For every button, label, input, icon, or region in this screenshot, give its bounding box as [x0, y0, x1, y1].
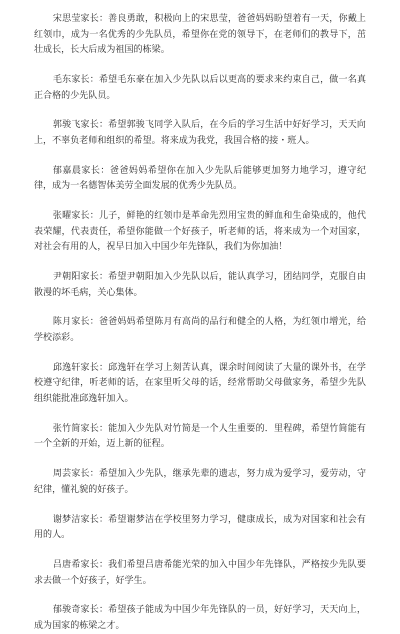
parent-message-8 [34, 361, 366, 408]
parent-name: 宋思莹家长： [52, 14, 109, 24]
parent-message-4 [34, 164, 366, 195]
parent-message-9 [34, 422, 366, 453]
message-text: 爸爸妈妈希望陈月有高尚的品行和健全的人格，为红领巾增光，给学校添彩。 [34, 317, 366, 344]
parent-message-10 [34, 467, 366, 498]
message-text: 希望谢梦洁在学校里努力学习，健康成长，成为对国家和社会有用的人。 [34, 514, 366, 541]
message-text: 儿子，鲜艳的红领巾是革命先烈用宝贵的鲜血和生命染成的，他代表荣耀，代表责任，希望你能做一个好孩子，听老师的话，将来成为一个对国家，对社会有用的人，祝早日加入中国少年先锋队，我们为你加油！ [34, 211, 366, 253]
parent-name: 郁骏奇家长： [52, 605, 109, 616]
parent-name: 尹朝阳家长： [52, 272, 109, 283]
message-text: 善良勇敢，积极向上的宋思莹，爸爸妈妈盼望着有一天，你戴上红领巾，成为一名优秀的少先队员，希望你在党的领导下，在老师们的教导下，茁壮成长，长大后成为祖国的栋梁。 [34, 14, 366, 56]
parent-name: 陈月家长： [52, 317, 99, 328]
message-text: 邱逸轩在学习上刻苦认真，课余时间阅读了大量的课外书，在学校遵守纪律，听老师的话，在家里听父母的话，经常帮助父母做家务，希望少先队组织能批准邱逸轩加入。 [34, 362, 366, 404]
message-text: 希望加入少先队，继承先辈的遗志，努力成为爱学习，爱劳动，守纪律，懂礼貌的好孩子。 [34, 469, 366, 495]
parent-message-12 [34, 558, 366, 589]
parent-name: 张曜家长： [52, 211, 99, 222]
message-text: 爸爸妈妈希望你在加入少先队后能够更加努力地学习，遵守纪律，成为一名德智体美劳全面发展的优秀少先队员。 [34, 165, 366, 192]
parent-name: 张竹简家长： [52, 423, 109, 434]
parent-name: 毛东家长： [52, 74, 99, 85]
parent-message-2 [34, 73, 366, 104]
parent-message-11 [34, 513, 366, 544]
message-text: 希望毛东豪在加入少先队以后以更高的要求来约束自己，做一名真正合格的少先队员。 [34, 74, 366, 101]
parent-name: 谢梦洁家长： [52, 514, 109, 525]
message-text: 能加入少先队对竹简是一个人生重要的．里程碑，希望竹简能有一个全新的开始，迈上新的征程。 [34, 423, 366, 450]
message-text: 希望尹朝阳加入少先队以后，能认真学习，团结同学，克服自由散漫的坏毛病，关心集体。 [34, 272, 366, 298]
parent-name: 吕唐希家长： [52, 559, 109, 570]
message-text: 我们希望吕唐希能光荣的加入中国少年先锋队，严格按少先队要求去做一个好孩子，好学生。 [34, 559, 366, 586]
message-text: 希望郭骏飞同学入队后，在今后的学习生活中好好学习，天天向上，不辜负老师和组织的希望。将来成为我党，我国合格的接・班人。 [34, 120, 366, 146]
message-text: 希望孩子能成为中国少年先锋队的一员，好好学习，天天向上，成为国家的栋梁之才。 [34, 605, 366, 631]
parent-name: 邱逸轩家长： [52, 362, 109, 373]
parent-message-3 [34, 118, 366, 149]
parent-message-5 [34, 209, 366, 256]
parent-message-1 [34, 12, 366, 59]
parent-message-6 [34, 270, 366, 301]
parent-name: 周芸家长： [52, 469, 99, 480]
parent-name: 郁嘉晨家长： [52, 165, 110, 176]
parent-message-7 [34, 315, 366, 346]
parent-name: 郭骏飞家长： [52, 120, 109, 131]
